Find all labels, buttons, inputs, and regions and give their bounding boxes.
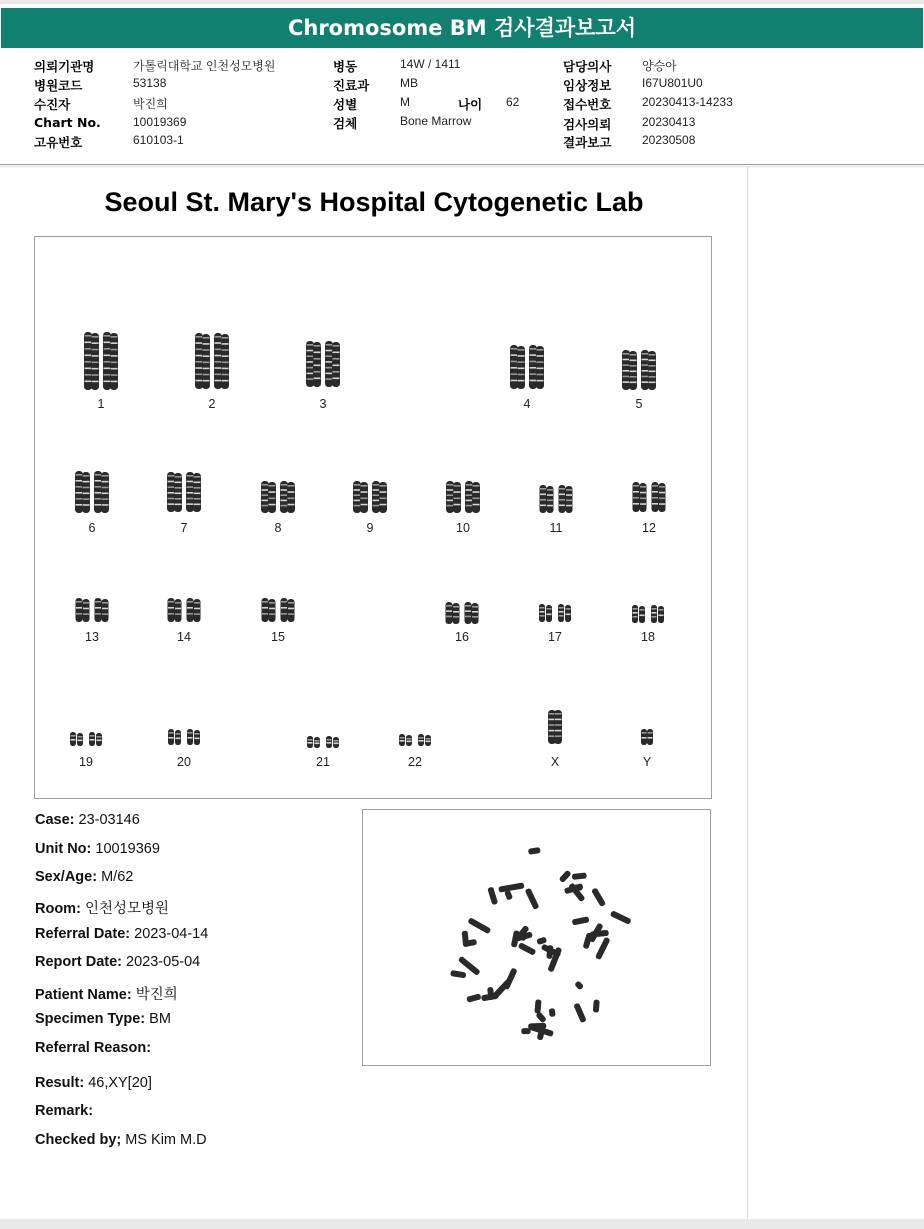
info-value-department: MB — [400, 76, 418, 90]
metaphase-chromosome — [546, 945, 553, 959]
referral-date-value: 2023-04-14 — [134, 926, 209, 942]
info-value-specimen: Bone Marrow — [400, 114, 472, 128]
metaphase-chromosome — [610, 910, 632, 925]
metaphase-chromosome — [450, 970, 466, 978]
info-label-request-date: 검사의뢰 — [563, 117, 612, 132]
metaphase-chromosome — [498, 882, 524, 892]
metaphase-image — [362, 809, 711, 1066]
chromosome-graphic-7 — [154, 462, 214, 522]
chromosome-label-15: 15 — [271, 630, 285, 644]
case-row-room: Room: 인천성모병원 — [35, 901, 169, 917]
report-date-value: 2023-05-04 — [126, 954, 201, 970]
info-label-specimen: 검체 — [333, 116, 358, 131]
chromosome-label-y: Y — [642, 755, 652, 769]
case-row-referral-reason: Referral Reason: — [35, 1040, 152, 1056]
karyogram-panel — [34, 236, 712, 799]
chromosome-graphic-6 — [62, 462, 122, 522]
info-label-physician: 담당의사 — [563, 59, 612, 74]
chromosome-label-3: 3 — [319, 397, 327, 411]
metaphase-chromosome — [549, 1008, 556, 1017]
chromosome-label-7: 7 — [180, 521, 188, 535]
info-value-physician: 양승아 — [642, 59, 677, 73]
info-label-receipt-no: 접수번호 — [563, 97, 612, 112]
chromosome-label-16: 16 — [455, 630, 469, 644]
metaphase-chromosome — [521, 1028, 530, 1034]
metaphase-chromosome — [595, 937, 611, 960]
chromosome-label-21: 21 — [316, 755, 330, 769]
info-label-age: 나이 — [458, 97, 483, 112]
info-value-receipt-no: 20230413-14233 — [642, 95, 733, 109]
chromosome-pair-12 — [619, 467, 679, 527]
chromosome-label-9: 9 — [366, 521, 374, 535]
chromosome-pair-5 — [609, 340, 669, 400]
metaphase-chromosome — [559, 870, 572, 883]
chromosome-label-x: X — [550, 755, 560, 769]
page-right-border — [747, 167, 748, 1219]
info-value-ward: 14W / 1411 — [400, 57, 461, 71]
info-value-patient: 박진희 — [133, 97, 168, 111]
case-row-checked-by: Checked by; MS Kim M.D — [35, 1132, 207, 1148]
chromosome-label-13: 13 — [85, 630, 99, 644]
chromosome-graphic-12 — [619, 467, 679, 527]
chromosome-graphic-3 — [293, 334, 353, 394]
info-value-age: 62 — [506, 95, 520, 109]
header-divider — [0, 164, 924, 165]
sex-age-value: M/62 — [101, 869, 134, 885]
metaphase-chromosome — [572, 884, 583, 891]
chromosome-pair-1 — [71, 331, 131, 391]
chromosome-pair-x — [525, 697, 585, 757]
case-row-report-date: Report Date: 2023-05-04 — [35, 954, 201, 970]
info-value-unique-no: 610103-1 — [133, 133, 184, 147]
chromosome-label-20: 20 — [177, 755, 191, 769]
chromosome-pair-3 — [293, 334, 353, 394]
case-row-unit-no: Unit No: 10019369 — [35, 841, 160, 857]
info-label-institution: 의뢰기관명 — [34, 59, 95, 74]
chromosome-pair-8 — [248, 467, 308, 527]
chromosome-label-1: 1 — [97, 397, 105, 411]
case-row-specimen-type: Specimen Type: BM — [35, 1011, 171, 1027]
case-value: 23-03146 — [78, 812, 140, 828]
chromosome-pair-4 — [497, 337, 557, 397]
top-rule — [0, 0, 924, 4]
info-label-clinical-info: 임상정보 — [563, 78, 612, 93]
metaphase-chromosome — [534, 999, 541, 1013]
checked-by-value: MS Kim M.D — [125, 1132, 207, 1148]
patient-name-value: 박진희 — [135, 987, 178, 1003]
chromosome-graphic-x — [525, 697, 585, 757]
info-value-institution: 가톨릭대학교 인천성모병원 — [133, 59, 276, 73]
metaphase-chromosome — [591, 887, 606, 907]
metaphase-chromosome — [574, 980, 584, 990]
chromosome-label-8: 8 — [274, 521, 282, 535]
chromosome-pair-7 — [154, 462, 214, 522]
info-value-request-date: 20230413 — [642, 115, 696, 129]
case-row-referral-date: Referral Date: 2023-04-14 — [35, 926, 209, 942]
patient-info-block — [0, 54, 924, 154]
room-value: 인천성모병원 — [84, 901, 169, 917]
metaphase-chromosome — [593, 999, 600, 1012]
metaphase-chromosome — [487, 886, 498, 905]
metaphase-chromosome — [518, 942, 537, 956]
metaphase-chromosome — [528, 847, 541, 855]
lab-title: Seoul St. Mary's Hospital Cytogenetic Lab — [104, 187, 644, 217]
case-row-remark: Remark: — [35, 1103, 94, 1119]
case-row-result: Result: 46,XY[20] — [35, 1075, 152, 1091]
chromosome-pair-10 — [433, 467, 493, 527]
chromosome-graphic-11 — [526, 469, 586, 529]
specimen-type-value: BM — [149, 1011, 171, 1027]
case-row-case: Case: 23-03146 — [35, 812, 140, 828]
info-label-unique-no: 고유번호 — [34, 135, 83, 150]
chromosome-pair-2 — [182, 331, 242, 391]
metaphase-chromosome — [573, 1003, 586, 1024]
chromosome-label-4: 4 — [523, 397, 531, 411]
chromosome-label-17: 17 — [548, 630, 562, 644]
metaphase-chromosome — [572, 916, 590, 925]
info-label-report-date: 결과보고 — [563, 135, 612, 150]
info-label-hospital-code: 병원코드 — [34, 78, 83, 93]
chromosome-graphic-10 — [433, 467, 493, 527]
chromosome-graphic-9 — [340, 467, 400, 527]
info-label-chart-no: Chart No. — [34, 115, 101, 130]
chromosome-graphic-1 — [71, 331, 131, 391]
metaphase-spread — [363, 810, 710, 1065]
chromosome-label-2: 2 — [208, 397, 216, 411]
info-label-sex: 성별 — [333, 97, 358, 112]
bottom-band — [0, 1219, 924, 1229]
info-value-sex: M — [400, 95, 410, 109]
result-value: 46,XY[20] — [88, 1075, 152, 1091]
chromosome-label-14: 14 — [177, 630, 191, 644]
metaphase-chromosome — [466, 993, 481, 1002]
chromosome-graphic-2 — [182, 331, 242, 391]
chromosome-label-11: 11 — [549, 521, 563, 535]
unit-no-value: 10019369 — [95, 841, 160, 857]
chromosome-label-6: 6 — [88, 521, 96, 535]
chromosome-label-5: 5 — [635, 397, 643, 411]
header-divider-shadow — [0, 166, 924, 167]
metaphase-chromosome — [572, 872, 587, 879]
chromosome-label-18: 18 — [641, 630, 655, 644]
chromosome-label-10: 10 — [456, 521, 470, 535]
chromosome-pair-6 — [62, 462, 122, 522]
case-row-patient-name: Patient Name: 박진희 — [35, 987, 178, 1003]
chromosome-pair-11 — [526, 469, 586, 529]
info-value-chart-no: 10019369 — [133, 115, 187, 129]
metaphase-chromosome — [536, 937, 547, 946]
chromosome-graphic-4 — [497, 337, 557, 397]
chromosome-label-22: 22 — [408, 755, 422, 769]
case-row-sex-age: Sex/Age: M/62 — [35, 869, 134, 885]
info-value-hospital-code: 53138 — [133, 76, 167, 90]
metaphase-chromosome — [467, 917, 491, 934]
chromosome-graphic-8 — [248, 467, 308, 527]
metaphase-chromosome — [503, 967, 518, 990]
chromosome-graphic-5 — [609, 340, 669, 400]
chromosome-pair-9 — [340, 467, 400, 527]
metaphase-chromosome — [462, 930, 470, 947]
info-value-clinical-info: I67U801U0 — [642, 76, 703, 90]
info-value-report-date: 20230508 — [642, 133, 696, 147]
report-title: Chromosome BM 검사결과보고서 — [1, 8, 923, 48]
chromosome-label-19: 19 — [79, 755, 93, 769]
info-label-ward: 병동 — [333, 59, 358, 74]
info-label-patient: 수진자 — [34, 97, 71, 112]
info-label-department: 진료과 — [333, 78, 370, 93]
chromosome-label-12: 12 — [642, 521, 656, 535]
metaphase-chromosome — [525, 888, 540, 910]
